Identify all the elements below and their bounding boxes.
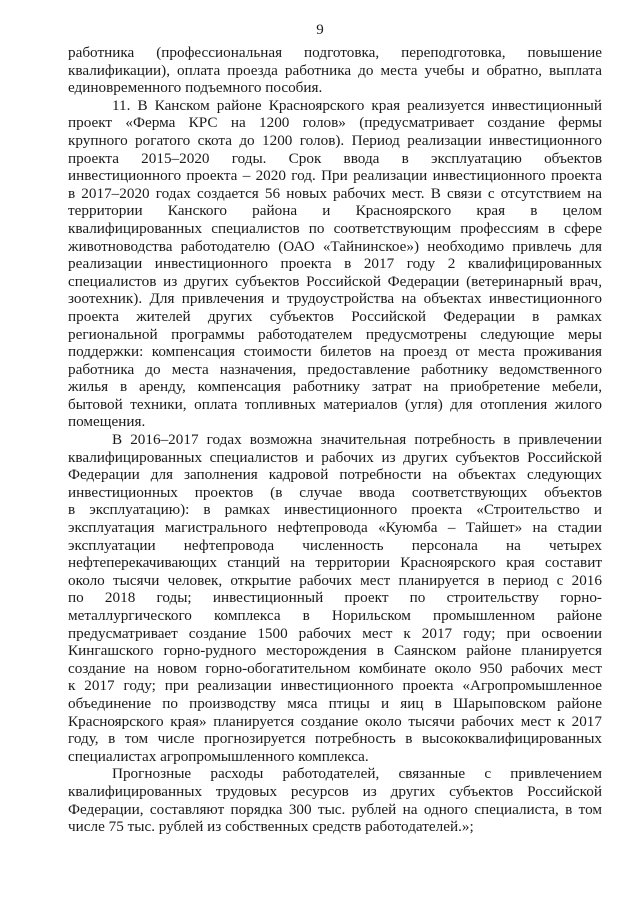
text-line: проекта 2015–2020 годы. Срок ввода в эксплуатацию объектов — [68, 149, 602, 167]
text-line: проекта жителей других субъектов Российской Федерации в рамках — [68, 307, 602, 325]
text-line: Прогнозные расходы работодателей, связанные с привлечением — [112, 765, 602, 783]
text-line: квалификации), оплата проезда работника до места учебы и обратно, выплата — [68, 61, 602, 79]
text-line: бытовой техники, оплата топливных материалов (угля) для отопления жилого — [68, 395, 602, 413]
text-line: предусматривает создание 1500 рабочих мест к 2017 году; при освоении — [68, 624, 602, 642]
text-line: эксплуатации нефтепровода численность персонала на четырех — [68, 536, 602, 554]
text-line: около тысячи человек, открытие рабочих мест планируется в период с 2016 — [68, 571, 602, 589]
text-line: В 2016–2017 годах возможна значительная потребность в привлечении — [112, 431, 602, 449]
text-line: территории Канского района и Красноярского края в целом — [68, 202, 602, 220]
page-number: 9 — [316, 22, 324, 38]
text-line: помещения. — [68, 413, 146, 431]
text-line: зоотехник). Для привлечения и трудоустройства на объектах инвестиционного — [68, 290, 602, 308]
text-line: 11. В Канском районе Красноярского края реализуется инвестиционный — [112, 96, 602, 114]
text-line: региональной программы работодателем предусмотрены следующие меры — [68, 325, 602, 343]
text-line: поддержки: компенсация стоимости билетов на проезд от места проживания — [68, 343, 602, 361]
document-body — [68, 44, 602, 836]
text-line: эксплуатация магистрального нефтепровода «Куюмба – Тайшет» на стадии — [68, 519, 602, 537]
text-line: квалифицированных специалистов по соответствующим профессиям в сфере — [68, 219, 602, 237]
text-line: по 2018 годы; инвестиционный проект по строительству горно- — [68, 589, 602, 607]
text-line: квалифицированных специалистов и рабочих из других субъектов Российской — [68, 448, 602, 466]
text-line: нефтеперекачивающих станций на территории Красноярского края составит — [68, 554, 602, 572]
text-line: проект «Ферма КРС на 1200 голов» (предусматривает создание фермы — [68, 114, 602, 132]
text-line: работника до места назначения, предоставление работнику ведомственного — [68, 360, 602, 378]
text-line: Кингашского горно-рудного месторождения в Саянском районе планируется — [68, 642, 602, 660]
text-line: Федерации для заполнения кадровой потребности на объектах следующих — [68, 466, 602, 484]
text-line: в эксплуатацию): в рамках инвестиционного проекта «Строительство и — [68, 501, 602, 519]
text-line: животноводства работодателю (ОАО «Тайнинское») необходимо привлечь для — [68, 237, 602, 255]
text-line: работника (профессиональная подготовка, переподготовка, повышение — [68, 44, 602, 61]
text-line: создание на новом горно-обогатительном комбинате около 950 рабочих мест — [68, 659, 602, 677]
text-line: в 2017–2020 годах создается 56 новых рабочих мест. В связи с отсутствием на — [68, 184, 602, 202]
text-line: Красноярского края» планируется создание около тысячи рабочих мест к 2017 — [68, 712, 602, 730]
text-line: металлургического комплекса в Норильском промышленном районе — [68, 607, 602, 624]
text-line: квалифицированных трудовых ресурсов из других субъектов Российской — [68, 782, 602, 800]
text-line: объединение по производству мяса птицы и яиц в Шарыповском районе — [68, 694, 602, 712]
text-line: крупного рогатого скота до 1200 голов). Период реализации инвестиционного — [68, 131, 602, 149]
text-line: специалистах агропромышленного комплекса. — [68, 747, 369, 765]
text-line: специалистов из других субъектов Российской Федерации (ветеринарный врач, — [68, 272, 602, 290]
text-line: инвестиционных проектов (в случае ввода соответствующих объектов — [68, 483, 602, 501]
text-line: единовременного подъемного пособия. — [68, 79, 323, 97]
text-line: Федерации, составляют порядка 300 тыс. рублей на одного специалиста, в том — [68, 800, 602, 818]
text-line: реализации инвестиционного проекта в 2017 году 2 квалифицированных — [68, 255, 602, 273]
text-line: числе 75 тыс. рублей из собственных средств работодателей.»; — [68, 818, 474, 836]
text-line: жилья в аренду, компенсация работнику затрат на приобретение мебели, — [68, 378, 602, 396]
text-line: инвестиционного проекта – 2020 год. При реализации инвестиционного проекта — [68, 167, 602, 185]
text-line: к 2017 году; при реализации инвестиционного проекта «Агропромышленное — [68, 677, 602, 695]
text-line: году, в том числе прогнозируется потребность в высококвалифицированных — [68, 730, 602, 748]
